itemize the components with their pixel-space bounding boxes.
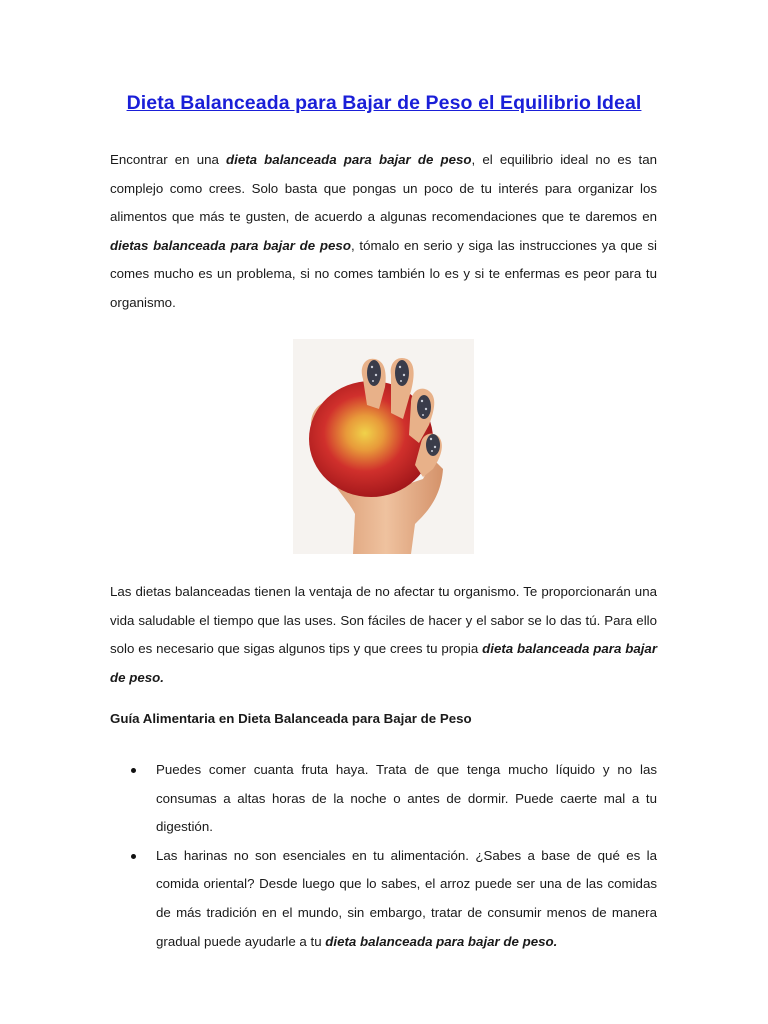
section-heading: Guía Alimentaria en Dieta Balanceada para Bajar de Peso [110,711,472,726]
benefits-paragraph [110,578,657,692]
apple-hand-image [293,339,474,554]
apple-hand-illustration [293,339,474,554]
list-item-text: Las harinas no son esenciales en tu alimentación. ¿Sabes a base de qué es la comida oriental? Desde luego que lo sabes, el arroz puede ser una de las comidas de más tradición en el mundo, sin embargo, tratar de consumir menos de manera gradual puede ayudarle a tu [156,847,657,949]
list-item [110,756,657,842]
intro-text-3: , tómalo en serio y siga las instrucciones ya que si comes mucho es un problema, si no comes también lo es y si te enfermas es peor para tu organismo. [110,237,657,310]
intro-paragraph [110,146,657,318]
list-item [110,842,657,956]
list-item-text: Puedes comer cuanta fruta haya. Trata de que tenga mucho líquido y no las consumas a altas horas de la noche o antes de dormir. Puede caerte mal a tu digestión. [156,762,657,835]
bullet-dot-icon [131,768,136,773]
guide-list [110,756,657,956]
intro-text-1: Encontrar en una [110,152,227,167]
benefits-text: Las dietas balanceadas tienen la ventaja de no afectar tu organismo. Te proporcionarán una vida saludable el tiempo que las uses. Son fáciles de hacer y el sabor se lo das tú. Para ello solo es necesario que sigas algunos tips y que crees tu propia [110,584,657,657]
intro-emphasis-1: dieta balanceada para bajar de peso [226,152,472,167]
document-title-link[interactable]: Dieta Balanceada para Bajar de Peso el Equilibrio Ideal [126,92,642,114]
bullet-dot-icon [131,854,136,859]
intro-text-2: , el equilibrio ideal no es tan complejo como crees. Solo basta que pongas un poco de tu interés para organizar los alimentos que más te gusten, de acuerdo a algunas recomendaciones que te daremos en [110,152,657,225]
list-item-emphasis: dieta balanceada para bajar de peso. [325,933,558,949]
intro-emphasis-2: dietas balanceada para bajar de peso [110,237,351,253]
benefits-emphasis: dieta balanceada para bajar de peso. [110,641,657,685]
